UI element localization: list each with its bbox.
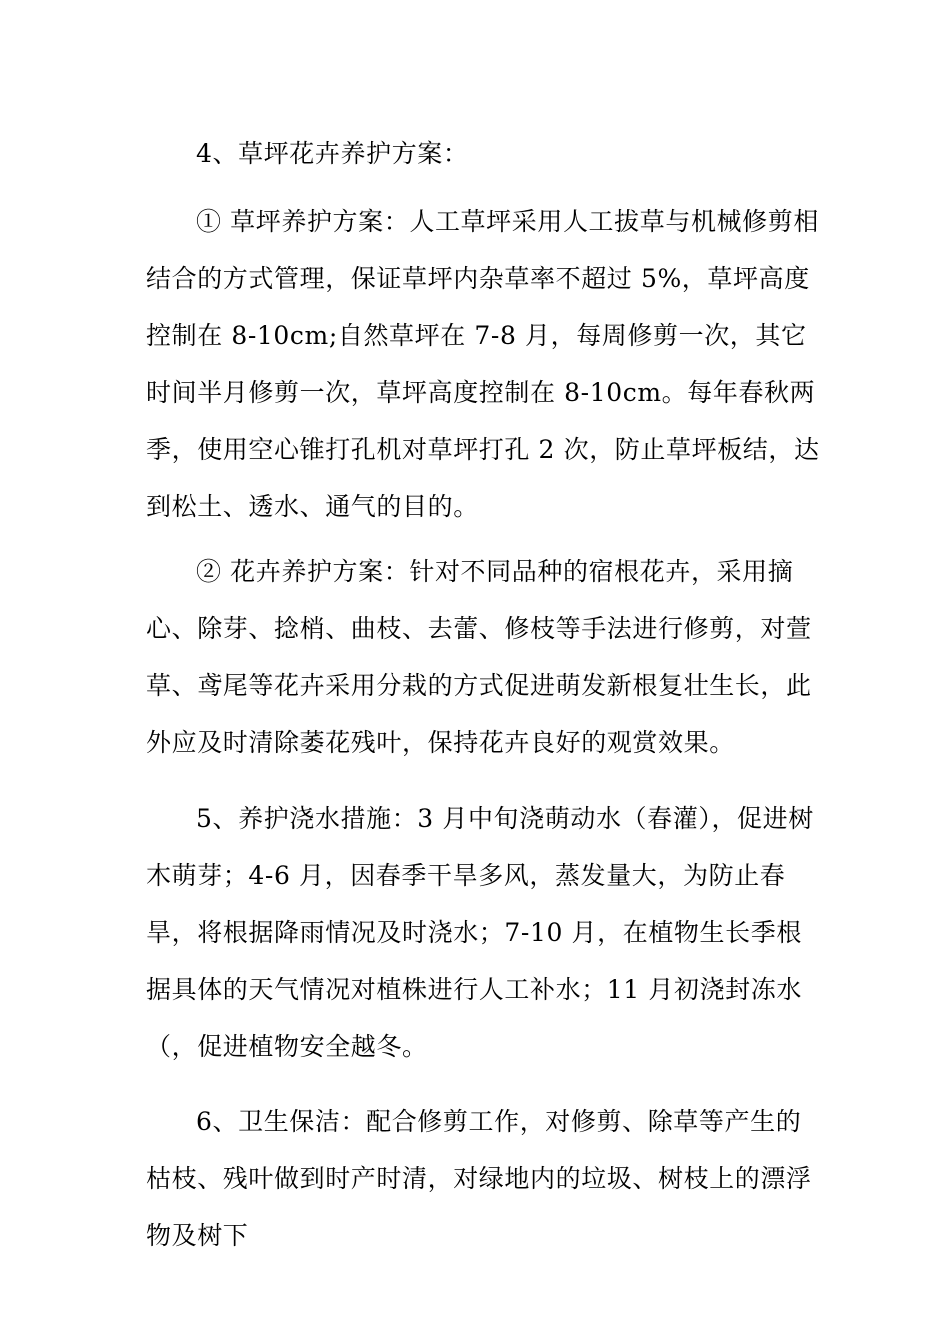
paragraph-sanitation: 6、卫生保洁：配合修剪工作，对修剪、除草等产生的枯枝、残叶做到时产时清，对绿地内的垃圾、树枝上的漂浮物及树下 [146, 1107, 812, 1250]
paragraph-watering-measures: 5、养护浇水措施：3 月中旬浇萌动水（春灌），促进树木萌芽；4-6 月，因春季干旱多风，蒸发量大，为防止春旱，将根据降雨情况及时浇水；7-10 月，在植物生长季根据具体的天气情况对植株进行人工补水；11 月初浇封冻水（，促进植物安全越冬。 [146, 804, 814, 1061]
section-heading-lawn-flower-maintenance: 4、草坪花卉养护方案： [196, 139, 469, 168]
paragraph-lawn-maintenance: ① 草坪养护方案：人工草坪采用人工拔草与机械修剪相结合的方式管理，保证草坪内杂草率不超过 5%，草坪高度控制在 8-10cm;自然草坪在 7-8 月，每周修剪一次，其它时间半月修剪一次，草坪高度控制在 8-10cm。每年春秋两季，使用空心锥打孔机对草坪打孔 2 次，防止草坪板结，达到松土、透水、通气的目的。 [146, 207, 820, 521]
paragraph-flower-maintenance: ② 花卉养护方案：针对不同品种的宿根花卉，采用摘心、除芽、捻梢、曲枝、去蕾、修枝等手法进行修剪，对萱草、鸢尾等花卉采用分栽的方式促进萌发新根复壮生长，此外应及时清除萎花残叶，保持花卉良好的观赏效果。 [146, 557, 812, 757]
